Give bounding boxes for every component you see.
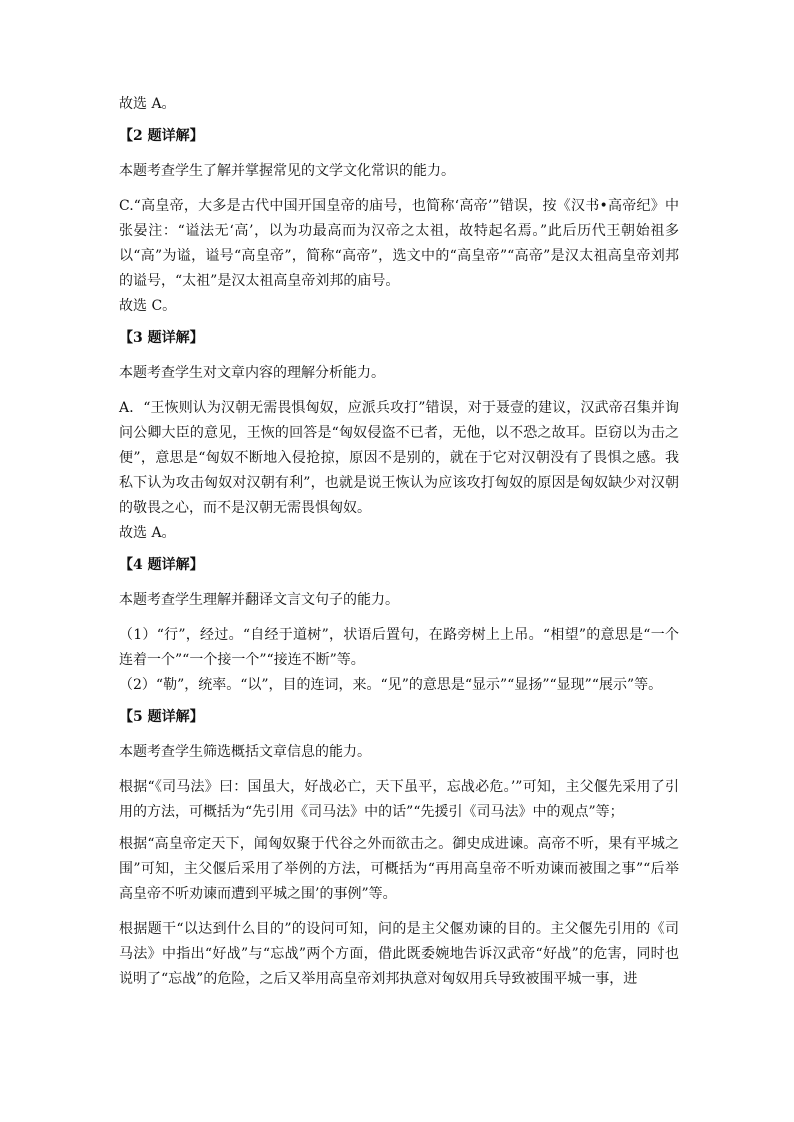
section-heading-q2: 【2 题详解】 xyxy=(119,128,204,144)
document-page xyxy=(119,92,679,992)
paragraph-q3-intro: 本题考查学生对文章内容的理解分析能力。 xyxy=(119,365,385,381)
paragraph-q4-item-2: （2）“勒”，统率。“以”，目的连词，来。“见”的意思是“显示”“显扬”“显现”“展示”等。 xyxy=(119,677,663,693)
section-heading-q4: 【4 题详解】 xyxy=(119,557,204,573)
paragraph-q5-intro: 本题考查学生筛选概括文章信息的能力。 xyxy=(119,744,371,760)
paragraph-q4-item-1: （1）“行”，经过。“自经于道树”，状语后置句，在路旁树上上吊。“相望”的意思是“一个连着一个”“一个接一个”“接连不断”等。 xyxy=(119,627,679,668)
paragraph-conclusion-3: 故选 A。 xyxy=(119,525,176,541)
section-heading-q3: 【3 题详解】 xyxy=(119,330,204,346)
paragraph-q3-option-a: A．“王恢则认为汉朝无需畏惧匈奴，应派兵攻打”错误，对于聂壹的建议，汉武帝召集并询问公卿大臣的意见，王恢的回答是“匈奴侵盗不已者，无他，以不恐之故耳。臣窃以为击之便”，意思是“匈奴不断地入侵抢掠，原因不是别的，就在于它对汉朝没有了畏惧之感。我私下认为攻击匈奴对汉朝有利”，也就是说王恢认为应该攻打匈奴的原因是匈奴缺少对汉朝的敬畏之心，而不是汉朝无需畏惧匈奴。 xyxy=(119,400,679,516)
paragraph-q5-analysis-2: 根据“高皇帝定天下，闻匈奴聚于代谷之外而欲击之。御史成进谏。高帝不听，果有平城之围”可知，主父偃后采用了举例的方法，可概括为“再用高皇帝不听劝谏而被围之事”“后举高皇帝不听劝谏而遭到平城之围’的事例”等。 xyxy=(119,836,679,902)
paragraph-q5-analysis-1: 根据“《司马法》曰：国虽大，好战必亡，天下虽平，忘战必危。’”可知，主父偃先采用了引用的方法，可概括为“先引用《司马法》中的话”“先援引《司马法》中的观点”等； xyxy=(119,779,679,820)
paragraph-conclusion-2: 故选 C。 xyxy=(119,298,177,314)
paragraph-q5-analysis-3: 根据题干“以达到什么目的”的设问可知，问的是主父偃劝谏的目的。主父偃先引用的《司马法》中指出“好战”与“忘战”两个方面，借此既委婉地告诉汉武帝“好战”的危害，同时也说明了“忘战”的危险，之后又举用高皇帝刘邦执意对匈奴用兵导致被围平城一事，进 xyxy=(119,921,679,987)
paragraph-conclusion-1: 故选 A。 xyxy=(119,96,176,112)
paragraph-q2-option-c: C.“高皇帝，大多是古代中国开国皇帝的庙号，也简称‘高帝’”错误，按《汉书•高帝纪》中张晏注：“谥法无‘高’，以为功最高而为汉帝之太祖，故特起名焉。”此后历代王朝始祖多以“高”为谥，谥号“高皇帝”，简称“高帝”，选文中的“高皇帝”“高帝”是汉太祖高皇帝刘邦的谥号，“太祖”是汉太祖高皇帝刘邦的庙号。 xyxy=(119,198,679,289)
paragraph-q4-intro: 本题考查学生理解并翻译文言文句子的能力。 xyxy=(119,592,399,608)
section-heading-q5: 【5 题详解】 xyxy=(119,709,204,725)
paragraph-q2-intro: 本题考查学生了解并掌握常见的文学文化常识的能力。 xyxy=(119,163,455,179)
